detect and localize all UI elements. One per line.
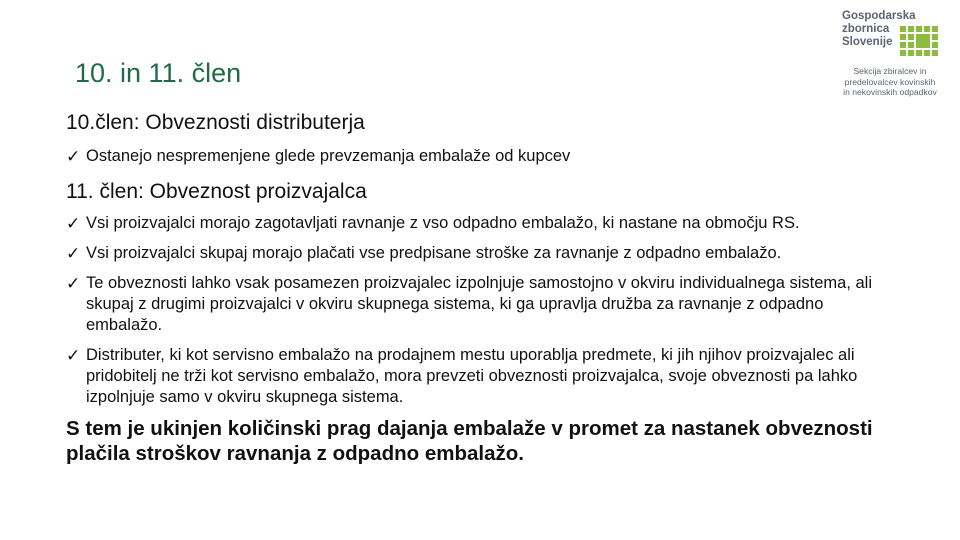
closing-statement: S tem je ukinjen količinski prag dajanja embalaže v promet za nastanek obveznosti plačila stroškov ravnanja z odpadno embalažo. [66, 417, 873, 465]
list-item-text: Vsi proizvajalci morajo zagotavljati ravnanje z vso odpadno embalažo, ki nastane na območju RS. [86, 214, 800, 232]
logo-name: Gospodarska zbornica Slovenije [842, 10, 916, 48]
list-item-text: Ostanejo nespremenjene glede prevzemanja embalaže od kupcev [86, 147, 571, 165]
list-item-text: Distributer, ki kot servisno embalažo na prodajnem mestu uporablja predmete, ki jih njihov proizvajalec ali pridobitelj ne trži kot servisno embalažo, mora prevzeti obveznosti proizvajalca, svoje obveznosti pa lahko izpolnjuje samo v okviru skupnega sistema. [86, 346, 858, 406]
checkmark-icon: ✓ [66, 274, 81, 293]
slide-content [66, 110, 896, 466]
list-item [66, 273, 896, 336]
list-item-text: Vsi proizvajalci skupaj morajo plačati vse predpisane stroške za ravnanje z odpadno embalažo. [86, 244, 782, 262]
checkmark-icon: ✓ [66, 244, 81, 263]
slide-title: 10. in 11. člen [75, 58, 242, 88]
checkmark-icon: ✓ [66, 346, 81, 365]
checkmark-icon: ✓ [66, 147, 81, 166]
list-item [66, 146, 896, 167]
section-heading-10: 10.člen: Obveznosti distributerja [66, 111, 365, 134]
checkmark-icon: ✓ [66, 214, 81, 233]
section-heading-11: 11. člen: Obveznost proizvajalca [66, 180, 367, 203]
list-item-text: Te obveznosti lahko vsak posamezen proizvajalec izpolnjuje samostojno v okviru individualnega sistema, ali skupaj z drugimi proizvajalci v okviru skupnega sistema, ki ga upravlja družba za ravnanje z odpadno embalažo. [86, 274, 872, 334]
list-item [66, 345, 896, 408]
list-item [66, 213, 896, 234]
list-item [66, 243, 896, 264]
logo-subtitle: Sekcija zbiralcev in predelovalcev kovinskih in nekovinskih odpadkov [843, 66, 937, 97]
